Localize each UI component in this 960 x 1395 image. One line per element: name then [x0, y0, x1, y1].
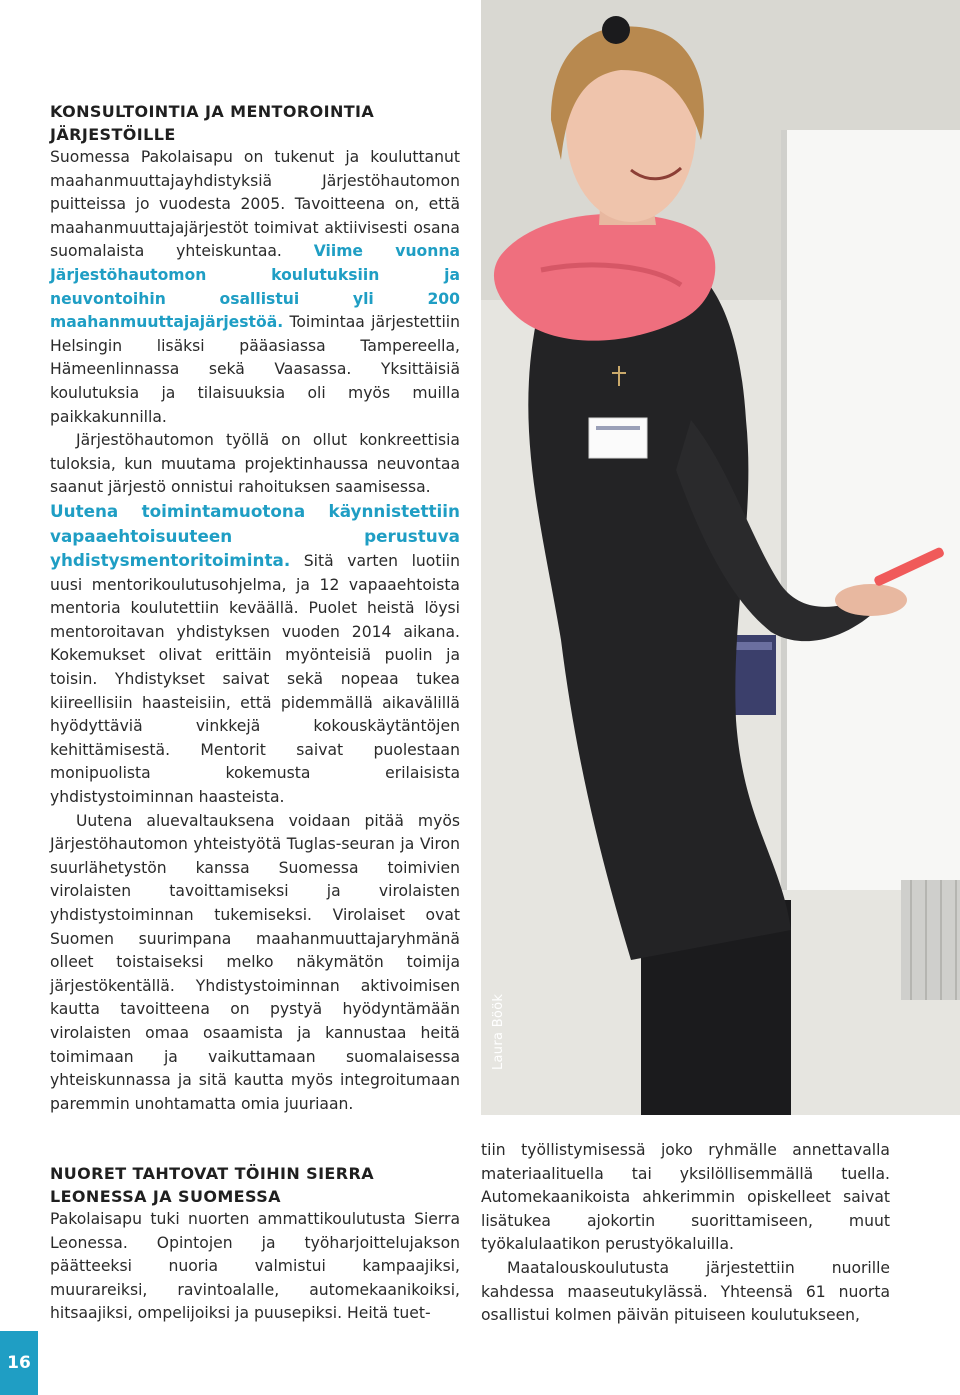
paragraph: Maatalouskoulutusta järjestettiin nuorille kahdessa maaseutukylässä. Yhteensä 61 nuorta osallistui kolmen päivän pituiseen koulutukseen, [481, 1258, 890, 1325]
paragraph-text: Suomessa Pakolaisapu on tukenut ja kouluttanut maahanmuuttajayhdistyksiä Järjestöhautomon puitteissa jo vuodesta 2005. Tavoitteena on, että maahanmuuttajajärjestöt toimivat aktiivisesti osana suomalaista yhteiskuntaa. [50, 148, 460, 261]
article-column-left [50, 100, 460, 1116]
article-column-bottom-left [50, 1162, 460, 1326]
photo-illustration [481, 0, 960, 1115]
paragraph: tiin työllistymisessä joko ryhmälle annettavalla materiaalituella tai yksilöllisemmällä tuella. Automekaanikoista ahkerimmin opiskelleet saivat lisätukea ajokortin suorittamiseen, muut työkalulaatikon perustyökaluilla. [481, 1141, 890, 1254]
highlight-text: Uutena toimintamuotona käynnistettiin vapaaehtoisuuteen perustuva yhdistysmentoritoiminta. [50, 500, 460, 571]
highlight-text: Viime vuonna Järjestöhautomon koulutuksiin ja neuvontoihin osallistui yli 200 maahanmuuttajajärjestöä. [50, 242, 460, 332]
article-column-bottom-right [481, 1139, 890, 1328]
section-heading-consulting: KONSULTOINTIA JA MENTOROINTIA JÄRJESTÖILLE [50, 102, 375, 144]
page-number: 16 [0, 1331, 38, 1395]
photo-woman-presenting [481, 0, 960, 1115]
photo-credit: Laura Böök [491, 993, 506, 1070]
paragraph: Pakolaisapu tuki nuorten ammattikoulutusta Sierra Leonessa. Opintojen ja työharjoittelujakson päätteeksi nuoria valmistui kampaajiksi, muurareiksi, ravintoalalle, automekaanikoiksi, hitsaajiksi, ompelijoiksi ja puusepiksi. Heitä tuet- [50, 1210, 460, 1323]
paragraph-text: Sitä varten luotiin uusi mentorikoulutusohjelma, ja 12 vapaaehtoista mentoria koulutettiin keväällä. Puolet heistä löysi mentoroitavan yhdistyksen vuoden 2014 aikana. Kokemukset olivat erittäin myönteisiä puolin ja toisin. Yhdistykset saivat sekä nopeaa tukea kiireellisiin haasteisiin, että pidemmällä aikavälillä hyödyttäviä vinkkejä kokouskäytäntöjen kehittämisestä. Mentorit saivat puolestaan monipuolista kokemusta erilaisista yhdistystoiminnan haasteista. [50, 552, 460, 807]
paragraph: Uutena aluevaltauksena voidaan pitää myös Järjestöhautomon yhteistyötä Tuglas-seuran ja Viron suurlähetystön kanssa Suomessa toimivien virolaisten tavoittamiseksi ja virolaisten yhdistystoiminnan tukemiseksi. Virolaiset ovat Suomen suurimpana maahanmuuttajaryhmänä olleet toistaiseksi melko näkymätön toimija järjestökentällä. Yhdistystoiminnan aktivoimisen kautta tavoitteena on pystyä hyödyntämään virolaisten omaa osaamista ja kannustaa heitä toimimaan ja vaikuttamaan suomalaisessa yhteiskunnassa ja sitä kautta myös integroitumaan paremmin unohtamatta omia juuriaan. [50, 811, 460, 1113]
paragraph-text: Toimintaa järjestettiin Helsingin lisäksi pääasiassa Tampereella, Hämeenlinnassa sekä Vaasassa. Yksittäisiä koulutuksia ja tilaisuuksia oli myös muilla paikkakunnilla. [50, 313, 460, 426]
section-heading-sierra-leone: NUORET TAHTOVAT TÖIHIN SIERRA LEONESSA JA SUOMESSA [50, 1164, 374, 1206]
paragraph: Järjestöhautomon työllä on ollut konkreettisia tuloksia, kun muutama projektinhaussa neuvontaa saanut järjestö onnistui rahoituksen saamisessa. [50, 431, 460, 497]
paragraph [50, 500, 460, 810]
paragraph [50, 146, 460, 429]
